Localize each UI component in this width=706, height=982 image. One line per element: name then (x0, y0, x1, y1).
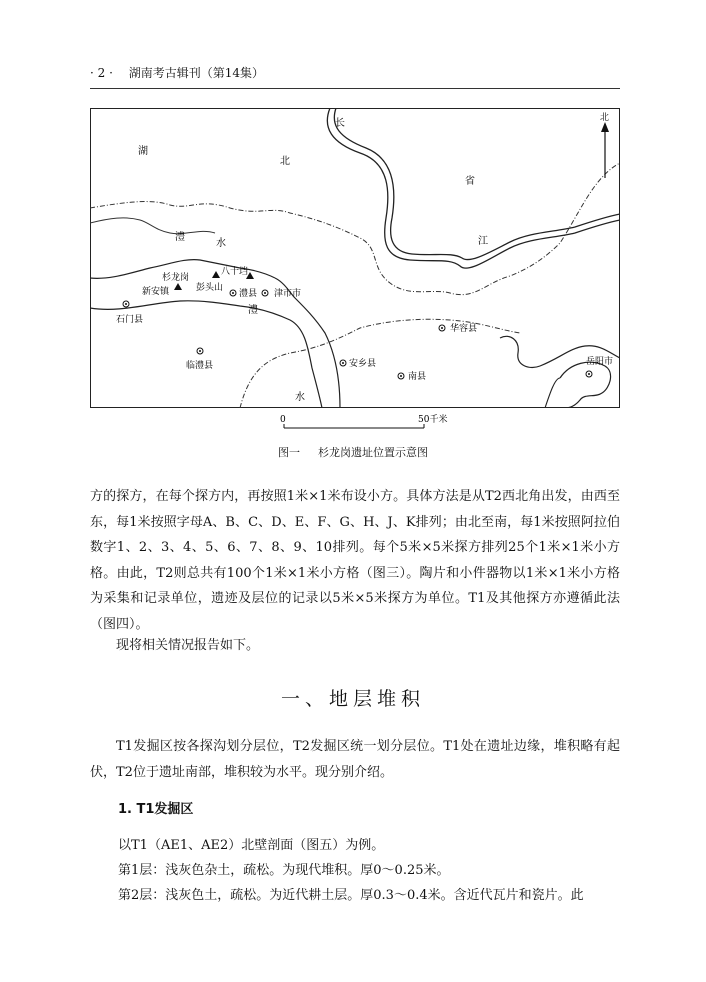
site-shanlonggang: 杉龙岗 (162, 273, 190, 283)
label-bei: 北 (280, 156, 290, 167)
site-pengtoushan: 彭头山 (196, 283, 224, 293)
town-lixian: 澧县 (239, 289, 258, 299)
site-bashidang: 八十垱 (221, 267, 249, 277)
paragraph-3: T1发掘区按各探沟划分层位，T2发掘区统一划分层位。T1处在遗址边缘，堆积略有起伏，T2位于遗址南部，堆积较为水平。现分别介绍。 (90, 739, 620, 780)
paragraph-2: 现将相关情况报告如下。 (116, 638, 260, 653)
line-1: 以T1（AE1、AE2）北壁剖面（图五）为例。 (118, 838, 385, 853)
header-rule (90, 88, 620, 89)
label-jiang: 江 (478, 236, 488, 247)
town-anxiang: 安乡县 (349, 359, 377, 369)
label-sheng: 省 (465, 176, 475, 187)
paragraph-1: 方的探方，在每个探方内，再按照1米×1米布设小方。具体方法是从T2西北角出发，由西至东，每1米按照字母A、B、C、D、E、F、G、H、J、K排列；由北至南，每1米按照阿拉伯数字1、2、3、4、5、6、7、8、9、10排列。每个5米×5米探方排列25个1米×1米小方格。由此，T2则总共有100个1米×1米小方格（图三）。陶片和小件器物以1米×1米小方格为采集和记录单位，遗迹及层位的记录以5米×5米探方为单位。T1及其他探方亦遵循此法（图四）。 (90, 489, 620, 632)
section-title: 一、地层堆积 (280, 688, 425, 710)
town-shimen: 石门县 (116, 315, 144, 325)
scale-zero: 0 (280, 415, 286, 425)
site-xinanzhen: 新安镇 (142, 287, 170, 297)
town-linli: 临澧县 (186, 361, 214, 371)
label-hu: 湖 (138, 146, 148, 157)
caption-number: 图一 (278, 446, 300, 459)
page-number: · 2 · (90, 66, 113, 80)
label-shui-lower: 水 (295, 392, 305, 403)
journal-title: 湖南考古辑刊（第14集） (128, 66, 265, 80)
running-header (90, 64, 620, 81)
label-li-lower: 澧 (248, 305, 258, 316)
town-huarong: 华容县 (450, 324, 478, 334)
scale-end: 50千米 (418, 415, 448, 425)
north-label: 北 (600, 113, 610, 123)
figure-caption (0, 444, 706, 460)
line-3: 第2层：浅灰色土，疏松。为近代耕土层。厚0.3～0.4米。含近代瓦片和瓷片。此 (118, 888, 584, 903)
label-chang: 长 (335, 118, 345, 129)
town-yueyang: 岳阳市 (586, 357, 614, 367)
label-li-upper: 澧 (175, 232, 185, 243)
town-jinshi: 津市市 (274, 289, 302, 299)
town-nanxian: 南县 (408, 372, 427, 382)
scale-bar (270, 412, 460, 442)
location-map (90, 108, 620, 408)
caption-text: 杉龙岗遗址位置示意图 (318, 446, 428, 459)
subsection-heading: 1. T1发掘区 (118, 802, 194, 817)
line-2: 第1层：浅灰色杂土，疏松。为现代堆积。厚0～0.25米。 (118, 863, 450, 878)
label-shui-upper: 水 (216, 238, 226, 249)
